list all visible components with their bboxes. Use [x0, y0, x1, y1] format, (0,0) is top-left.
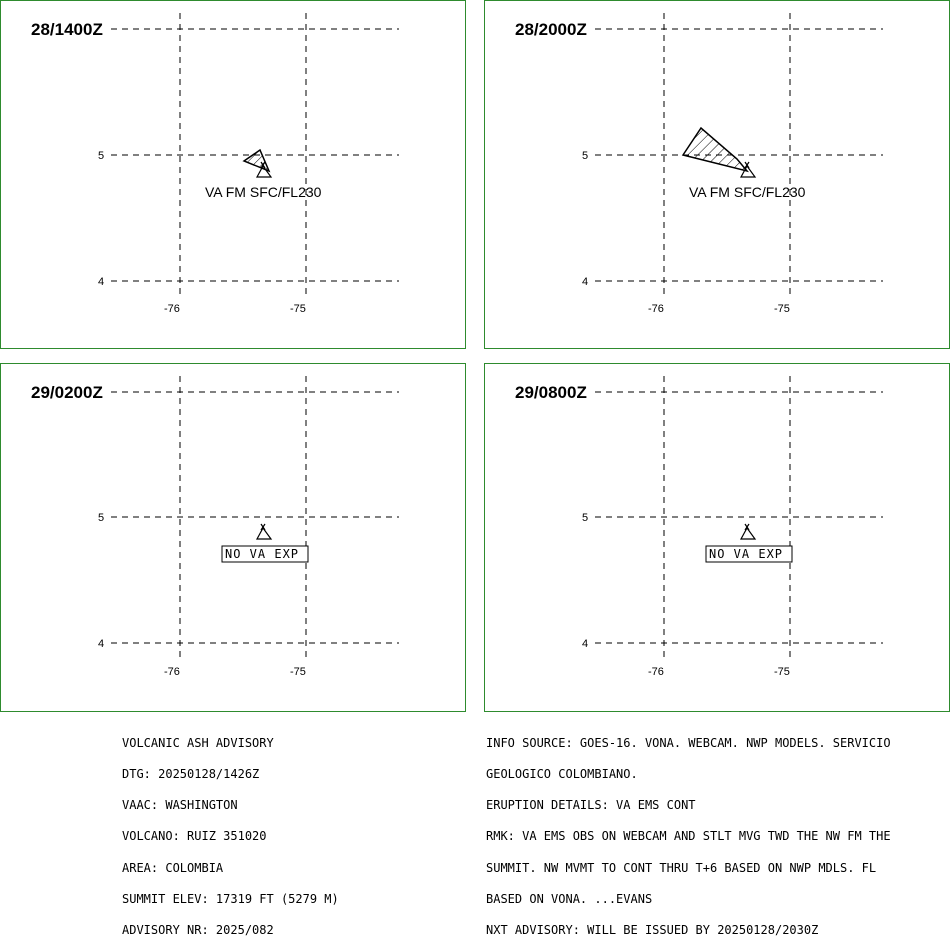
- advisory-line: ADVISORY NR: 2025/082: [122, 923, 274, 938]
- map-panel-4: [484, 363, 950, 712]
- ash-area-polygon: [683, 128, 747, 171]
- advisory-right-block: [486, 717, 891, 946]
- map-2-svg: [485, 1, 950, 350]
- advisory-line: BASED ON VONA. ...EVANS: [486, 891, 653, 906]
- advisory-line: VAAC: WASHINGTON: [122, 798, 238, 813]
- ash-area-polygon: [244, 150, 269, 171]
- lat-label-4: 4: [98, 638, 105, 650]
- advisory-line: GEOLOGICO COLOMBIANO.: [486, 767, 638, 782]
- advisory-line: VOLCANIC ASH ADVISORY: [122, 735, 274, 750]
- panel-time-label: 28/2000Z: [515, 20, 587, 39]
- lon-label-75: -75: [774, 666, 790, 678]
- lat-label-4: 4: [98, 276, 105, 288]
- lat-label-5: 5: [582, 512, 589, 524]
- advisory-line: INFO SOURCE: GOES-16. VONA. WEBCAM. NWP MODELS. SERVICIO: [486, 735, 891, 750]
- map-3-svg: [1, 364, 467, 713]
- volcano-icon: [257, 524, 271, 539]
- advisory-line: ERUPTION DETAILS: VA EMS CONT: [486, 798, 696, 813]
- map-1-svg: [1, 1, 467, 350]
- map-4-svg: [485, 364, 950, 713]
- grid-4: [595, 376, 883, 657]
- advisory-line: VOLCANO: RUIZ 351020: [122, 829, 267, 844]
- panel-time-label: 29/0200Z: [31, 383, 103, 402]
- no-va-text: NO VA EXP: [709, 547, 784, 561]
- lat-label-5: 5: [98, 512, 105, 524]
- lon-label-76: -76: [648, 666, 664, 678]
- lon-label-75: -75: [290, 666, 306, 678]
- advisory-line: AREA: COLOMBIA: [122, 860, 224, 875]
- ash-text: VA FM SFC/FL230: [205, 184, 322, 200]
- lon-label-75: -75: [774, 303, 790, 315]
- map-panel-1: [0, 0, 466, 349]
- panel-time-label: 28/1400Z: [31, 20, 103, 39]
- lat-label-4: 4: [582, 276, 589, 288]
- lon-label-76: -76: [648, 303, 664, 315]
- panel-time-label: 29/0800Z: [515, 383, 587, 402]
- advisory-line: RMK: VA EMS OBS ON WEBCAM AND STLT MVG TWD THE NW FM THE: [486, 829, 891, 844]
- grid-2: [595, 13, 883, 294]
- grid-3: [111, 376, 399, 657]
- lat-label-4: 4: [582, 638, 589, 650]
- lon-label-76: -76: [164, 666, 180, 678]
- advisory-line: NXT ADVISORY: WILL BE ISSUED BY 20250128/2030Z: [486, 923, 819, 938]
- lat-label-5: 5: [98, 150, 105, 162]
- advisory-line: SUMMIT. NW MVMT TO CONT THRU T+6 BASED ON NWP MDLS. FL: [486, 860, 877, 875]
- lon-label-76: -76: [164, 303, 180, 315]
- map-panel-3: [0, 363, 466, 712]
- volcano-icon: [741, 524, 755, 539]
- lat-label-5: 5: [582, 150, 589, 162]
- no-va-text: NO VA EXP: [225, 547, 300, 561]
- map-panel-2: [484, 0, 950, 349]
- ash-text: VA FM SFC/FL230: [689, 184, 806, 200]
- advisory-line: SUMMIT ELEV: 17319 FT (5279 M): [122, 891, 339, 906]
- lon-label-75: -75: [290, 303, 306, 315]
- advisory-line: DTG: 20250128/1426Z: [122, 767, 260, 782]
- advisory-left-block: [122, 717, 339, 946]
